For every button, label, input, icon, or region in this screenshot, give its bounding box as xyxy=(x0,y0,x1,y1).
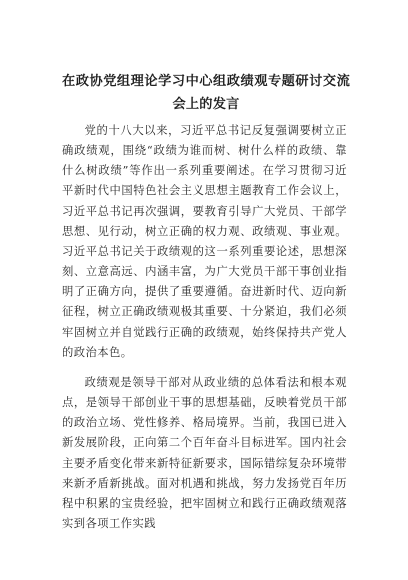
document-title: 在政协党组理论学习中心组政绩观专题研讨交流会上的发言 xyxy=(62,74,350,112)
body-paragraph-2: 政绩观是领导干部对从政业绩的总体看法和根本观点，是领导干部创业干事的思想基础，反映着党员干部的政治立场、党性修养、格局境界。当前，我国已进入新发展阶段，正向第二个百年奋斗目标进军。国内社会主要矛盾变化带来新特征新要求，国际错综复杂环境带来新矛盾新挑战。面对机遇和挑战，努力发扬党百年历程中积累的宝贵经验，把牢固树立和践行正确政绩观落实到各项工作实践 xyxy=(62,375,347,530)
body-paragraph-1: 党的十八大以来，习近平总书记反复强调要树立正确政绩观，围绕“政绩为谁而树、树什么样的政绩、靠什么树政绩”等作出一系列重要阐述。在学习贯彻习近平新时代中国特色社会主义思想主题教育工作会议上，习近平总书记再次强调，要教育引导广大党员、干部学思想、见行动，树立正确的权力观、政绩观、事业观。习近平总书记关于政绩观的这一系列重要论述，思想深刻、立意高远、内涵丰富，为广大党员干部干事创业指明了正确方向，提供了重要遵循。奋进新时代、迈向新征程，树立正确政绩观极其重要、十分紧迫，我们必须牢固树立并自觉践行正确的政绩观，始终保持共产党人的政治本色。 xyxy=(62,124,347,359)
document-body xyxy=(62,121,347,544)
